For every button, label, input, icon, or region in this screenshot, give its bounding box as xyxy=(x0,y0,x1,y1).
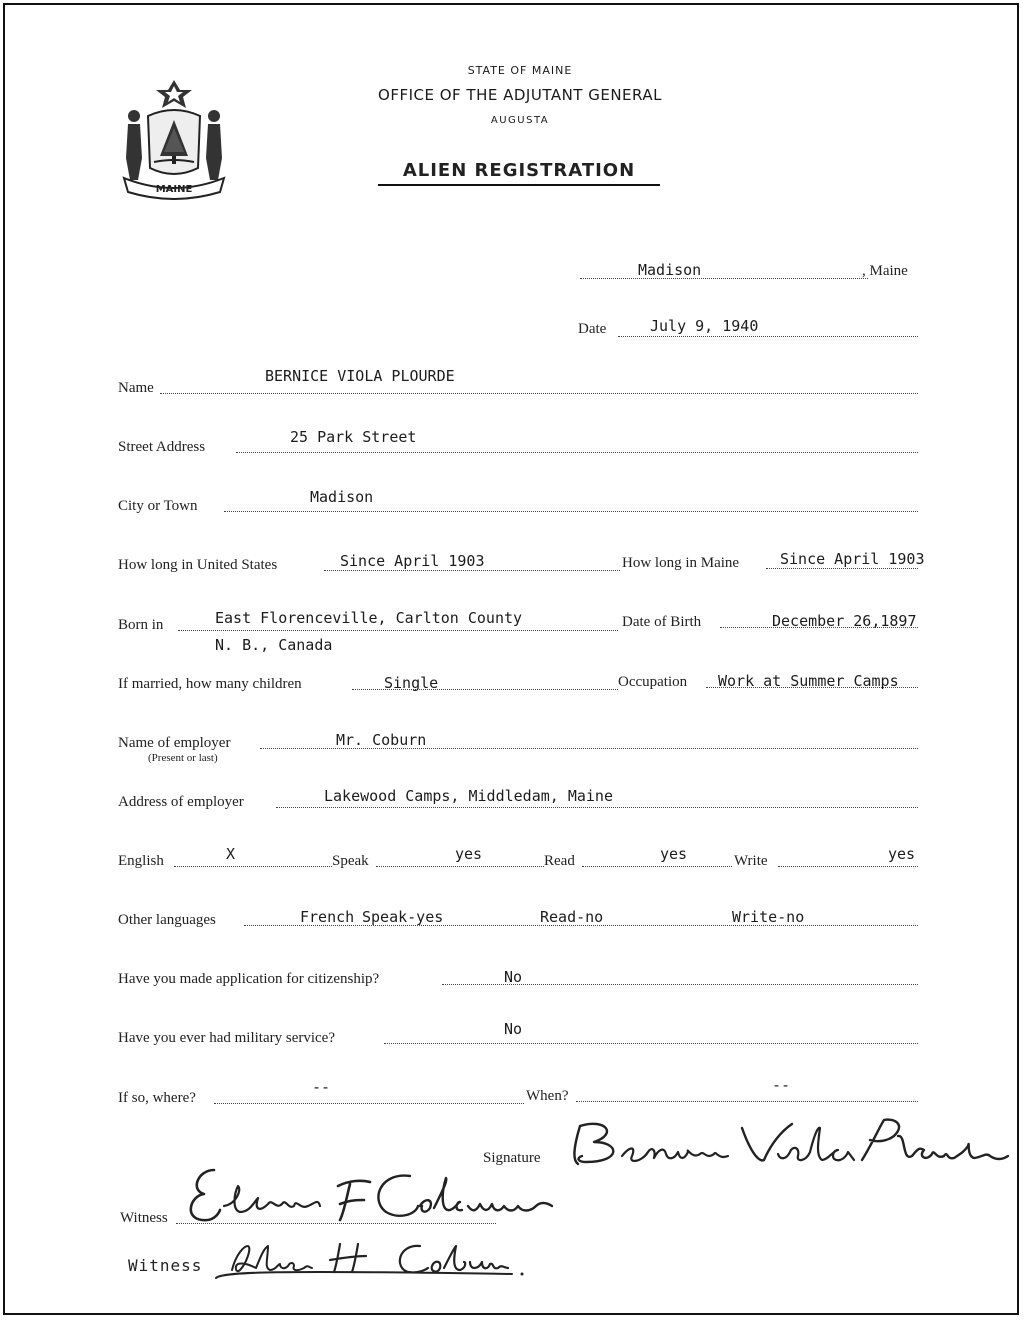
name-value: BERNICE VIOLA PLOURDE xyxy=(265,367,455,385)
employer-sublabel: (Present or last) xyxy=(148,752,218,764)
place-state-label: , Maine xyxy=(862,263,908,279)
signature-label: Signature xyxy=(483,1150,541,1166)
citizenship-value: No xyxy=(504,968,523,986)
where-label: If so, where? xyxy=(118,1090,196,1106)
how-long-us-label: How long in United States xyxy=(118,557,278,573)
signature-handwriting xyxy=(566,1116,1012,1172)
state-seal-icon xyxy=(118,76,230,200)
street-address-label: Street Address xyxy=(118,439,206,455)
how-long-us-value: Since April 1903 xyxy=(340,552,485,570)
how-long-maine-value: Since April 1903 xyxy=(780,550,925,568)
date-value: July 9, 1940 xyxy=(650,317,759,335)
born-in-value-line2: N. B., Canada xyxy=(215,636,333,654)
how-long-maine-label: How long in Maine xyxy=(622,555,740,571)
citizenship-label: Have you made application for citizenship? xyxy=(118,971,380,987)
header-state: STATE OF MAINE xyxy=(467,64,573,77)
employer-address-label: Address of employer xyxy=(118,794,244,810)
military-label: Have you ever had military service? xyxy=(118,1030,335,1046)
form-title: ALIEN REGISTRATION xyxy=(378,160,660,186)
speak-label: Speak xyxy=(332,853,369,869)
seal-text: MAINE xyxy=(155,184,193,195)
city-value: Madison xyxy=(310,488,374,506)
place-town-value: Madison xyxy=(638,261,702,279)
english-label: English xyxy=(118,853,164,869)
dob-label: Date of Birth xyxy=(622,614,702,630)
witness2-label: Witness xyxy=(128,1256,203,1275)
born-in-value-line1: East Florenceville, Carlton County xyxy=(215,609,523,627)
read-label: Read xyxy=(544,853,575,869)
dob-value: December 26,1897 xyxy=(772,612,917,630)
children-value: Single xyxy=(384,674,439,692)
witness1-label: Witness xyxy=(120,1210,168,1226)
other-write-value: Write-no xyxy=(732,908,805,926)
write-value: yes xyxy=(888,845,916,863)
military-value: No xyxy=(504,1020,523,1038)
other-speak-value: Speak-yes xyxy=(362,908,444,926)
occupation-label: Occupation xyxy=(618,674,688,690)
employer-address-value: Lakewood Camps, Middledam, Maine xyxy=(324,787,613,805)
english-value: X xyxy=(226,845,236,863)
occupation-value: Work at Summer Camps xyxy=(718,672,899,690)
employer-value: Mr. Coburn xyxy=(336,731,427,749)
city-label: City or Town xyxy=(118,498,198,514)
other-language-value: French xyxy=(300,908,355,926)
header-office: OFFICE OF THE ADJUTANT GENERAL xyxy=(378,86,662,104)
witness2-handwriting xyxy=(212,1238,532,1286)
other-languages-label: Other languages xyxy=(118,912,216,928)
speak-value: yes xyxy=(455,845,483,863)
children-label: If married, how many children xyxy=(118,676,302,692)
when-value: -- xyxy=(772,1076,791,1094)
name-label: Name xyxy=(118,380,154,396)
header-city: AUGUSTA xyxy=(490,115,550,126)
witness1-handwriting xyxy=(180,1160,560,1228)
street-address-value: 25 Park Street xyxy=(290,428,417,446)
write-label: Write xyxy=(734,853,768,869)
employer-label: Name of employer xyxy=(118,735,231,751)
date-label: Date xyxy=(578,321,607,337)
other-read-value: Read-no xyxy=(540,908,604,926)
where-value: -- xyxy=(312,1078,331,1096)
read-value: yes xyxy=(660,845,688,863)
born-in-label: Born in xyxy=(118,617,164,633)
when-label: When? xyxy=(526,1088,569,1104)
